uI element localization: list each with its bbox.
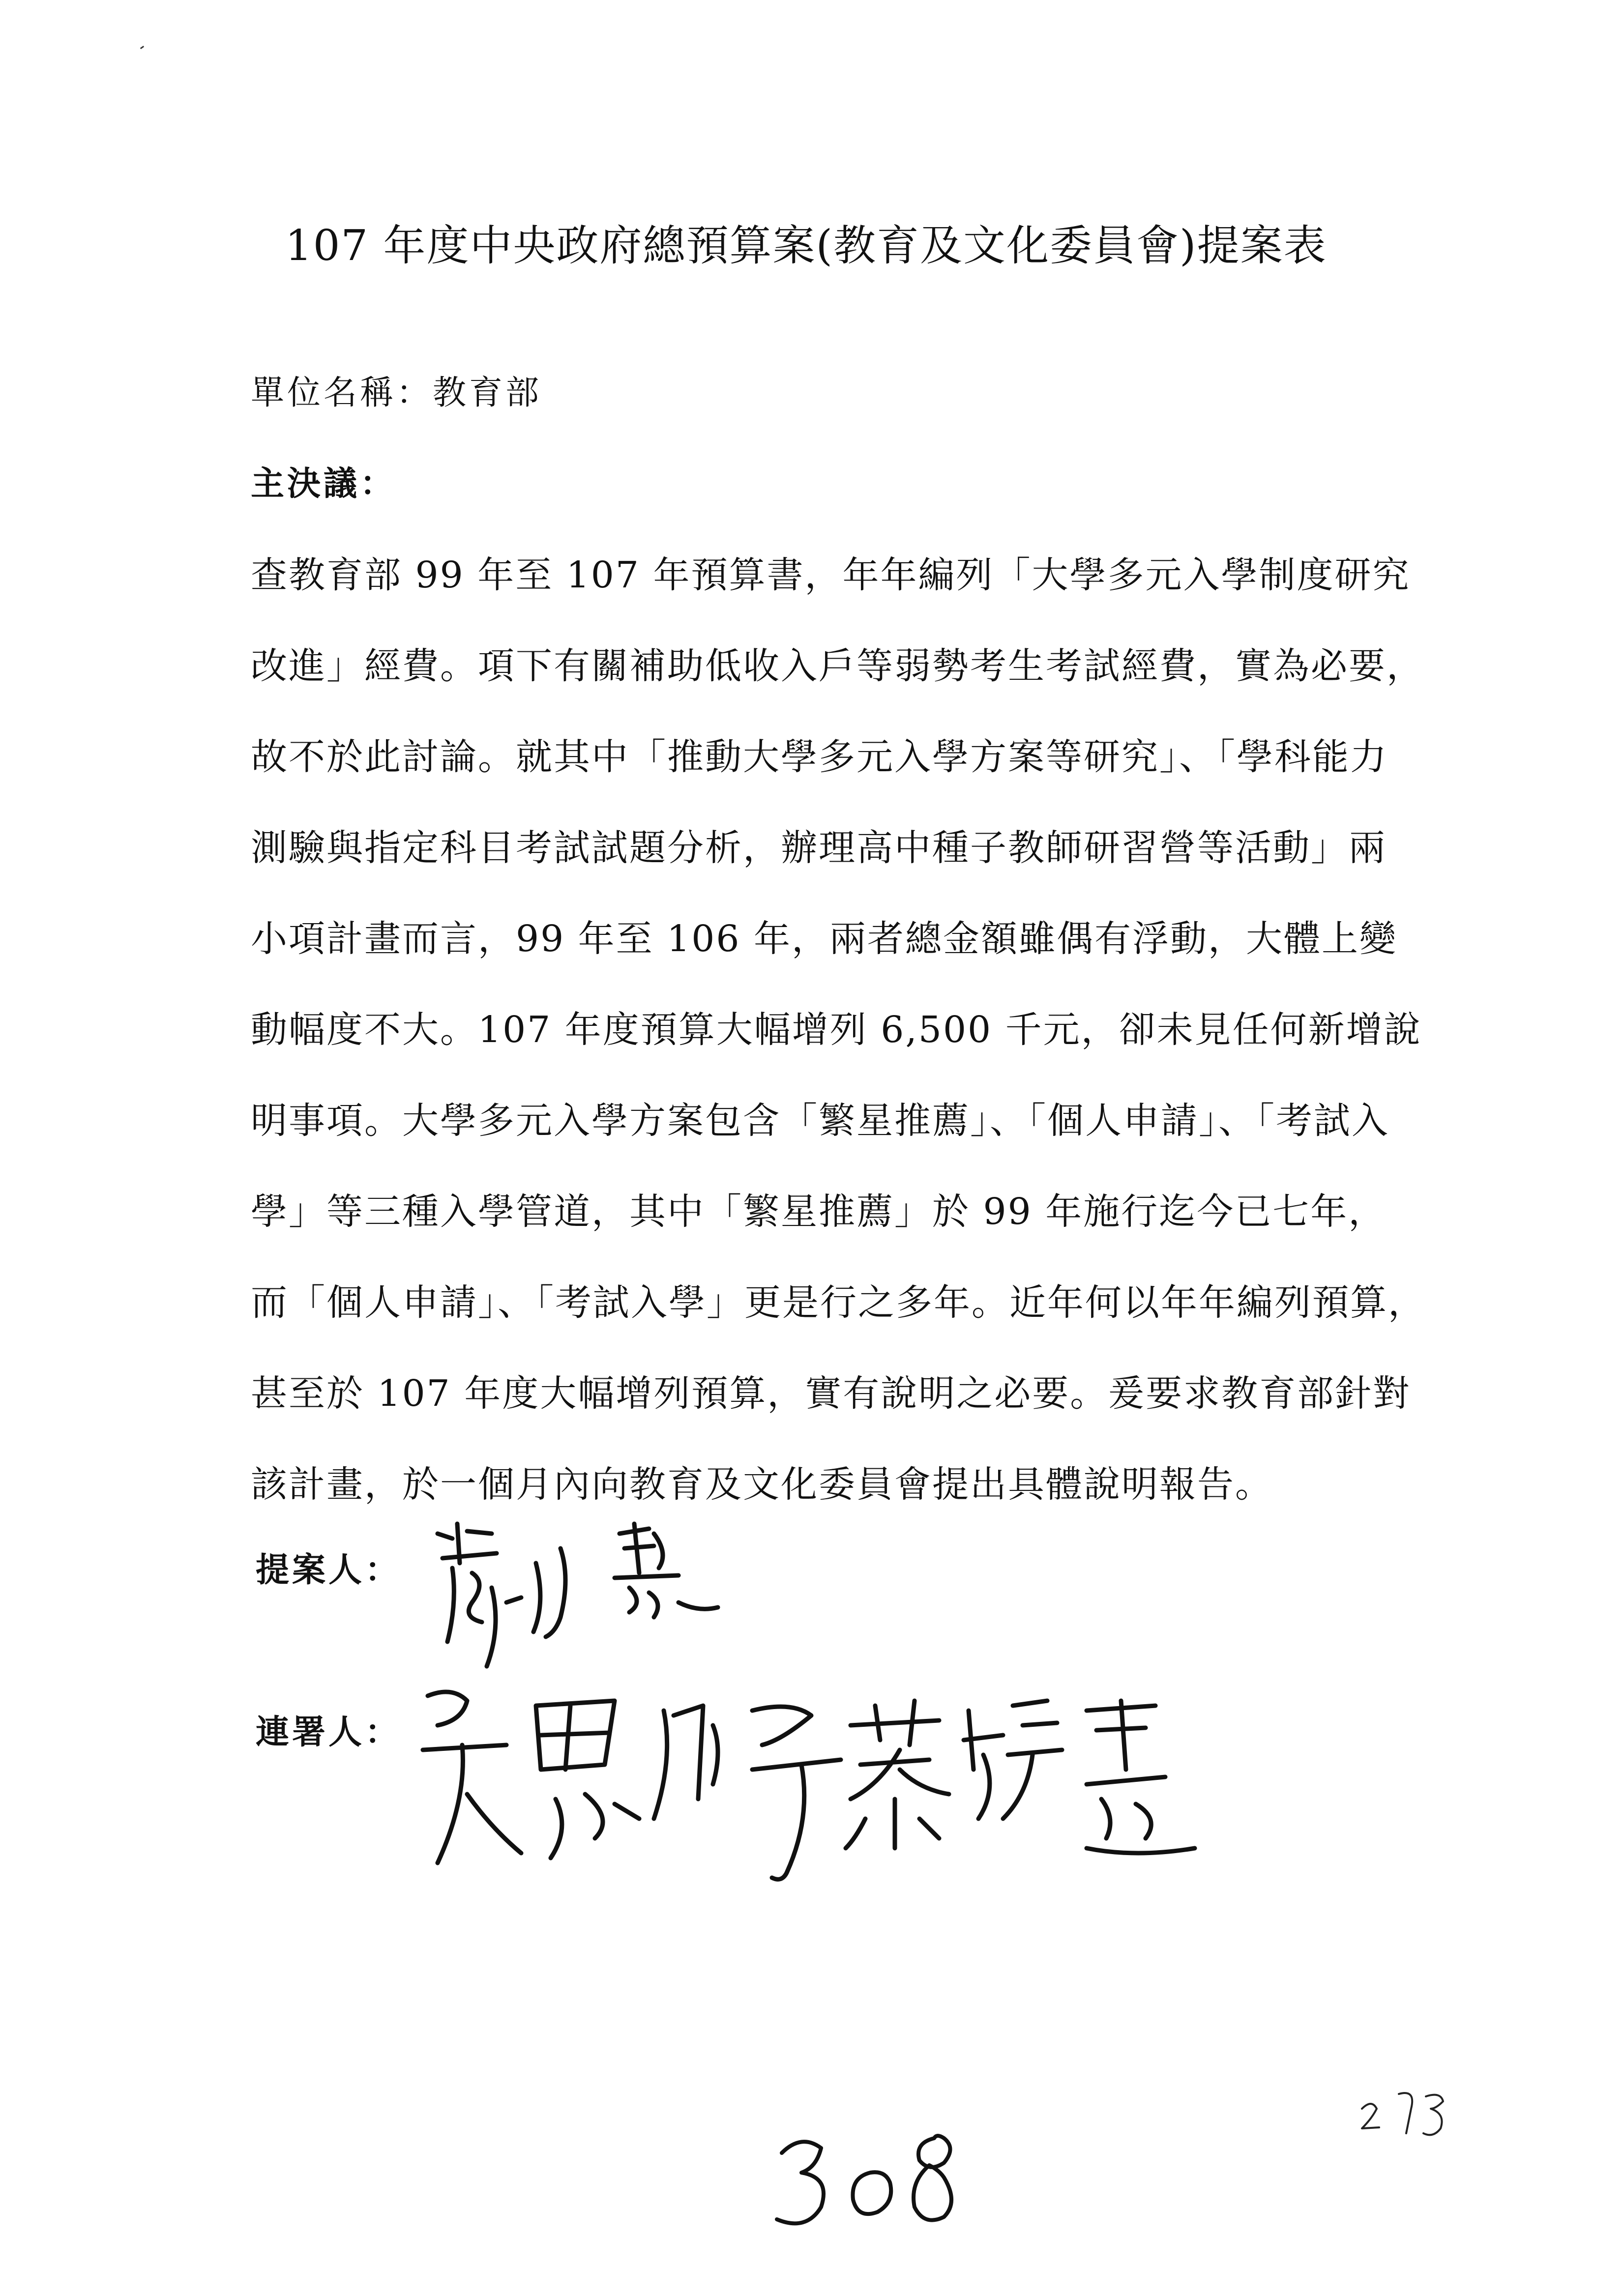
main-resolution-label: 主決議：: [251, 464, 397, 503]
cosigner-label: 連署人：: [256, 1713, 402, 1752]
body-line: 故不於此討論。就其中「推動大學多元入學方案等研究」、「學科能力: [251, 736, 1388, 778]
unit-name-line: 單位名稱：教育部: [251, 374, 542, 412]
document-title: 107 年度中央政府總預算案(教育及文化委員會)提案表: [285, 221, 1327, 270]
body-line: 小項計畫而言，99 年至 106 年，兩者總金額雖偶有浮動，大體上變: [251, 918, 1397, 960]
scan-speck: [140, 46, 144, 49]
proposer-signature: [423, 1504, 767, 1671]
body-line: 學」等三種入學管道，其中「繁星推薦」於 99 年施行迄今已七年，: [251, 1191, 1387, 1233]
body-line: 而「個人申請」、「考試入學」更是行之多年。近年何以年年編列預算，: [251, 1281, 1426, 1324]
body-line: 明事項。大學多元入學方案包含「繁星推薦」、「個人申請」、「考試入: [251, 1100, 1389, 1142]
body-line: 查教育部 99 年至 107 年預算書，年年編列「大學多元入學制度研究: [251, 554, 1411, 596]
resolution-body: [251, 546, 1426, 1546]
body-line: 該計畫，於一個月內向教育及文化委員會提出具體說明報告。: [251, 1463, 1273, 1506]
body-line: 動幅度不大。107 年度預算大幅增列 6,500 千元，卻未見任何新增說: [251, 1009, 1422, 1051]
proposer-label: 提案人：: [256, 1550, 402, 1590]
body-line: 甚至於 107 年度大幅增列預算，實有說明之必要。爰要求教育部針對: [251, 1372, 1411, 1415]
body-line: 改進」經費。項下有關補助低收入戶等弱勢考生考試經費，實為必要，: [251, 645, 1424, 687]
cosigner-signatures: [408, 1671, 1214, 1907]
handwritten-small-number: [1352, 2079, 1460, 2148]
body-line: 測驗與指定科目考試試題分析，辦理高中種子教師研習營等活動」兩: [251, 827, 1387, 869]
handwritten-page-number: [767, 2114, 974, 2241]
